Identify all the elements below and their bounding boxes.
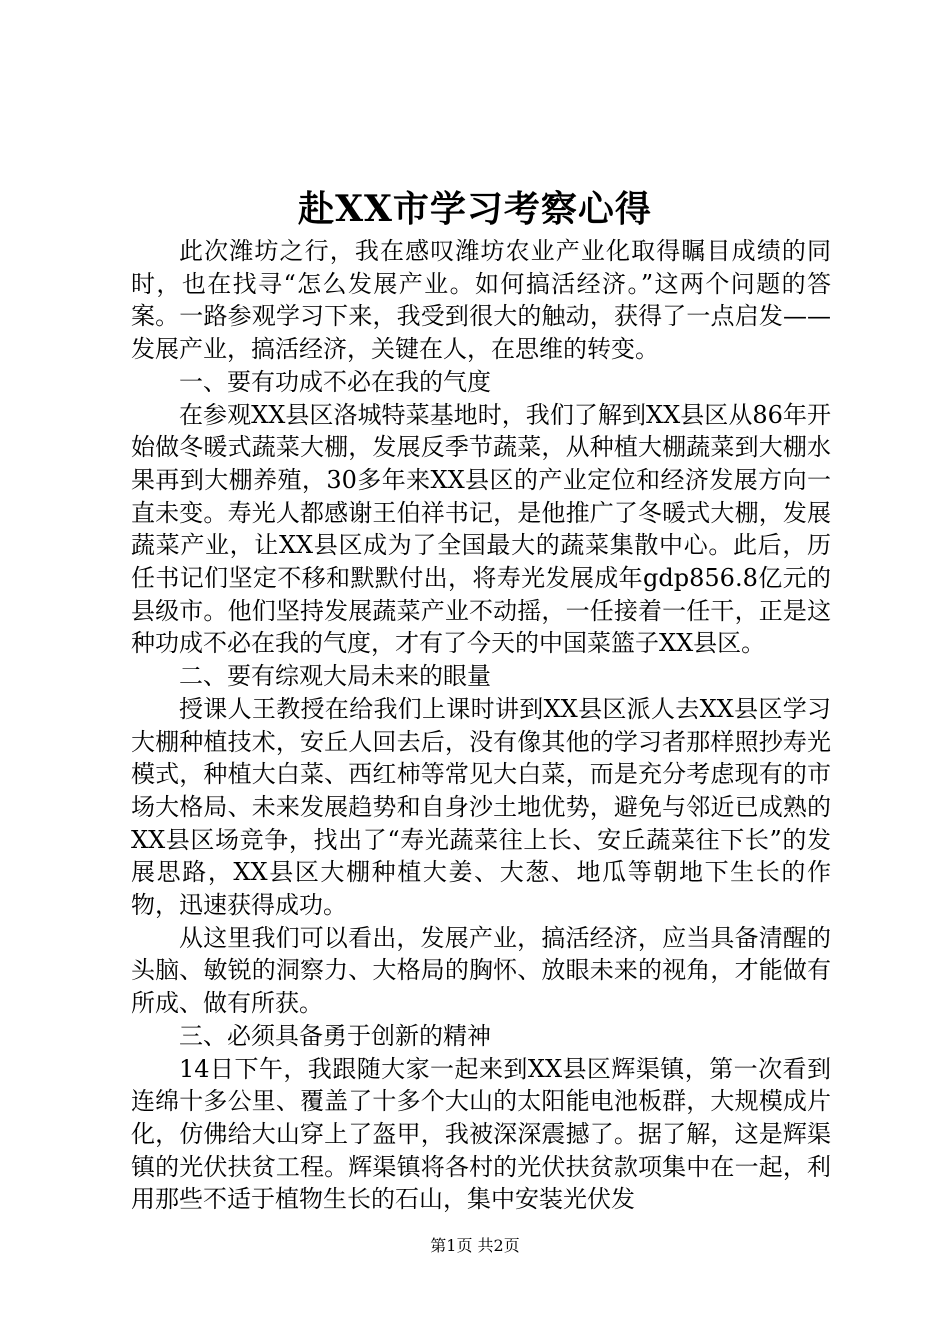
paragraph-section-2: 授课人王教授在给我们上课时讲到XX县区派人去XX县区学习大棚种植技术，安丘人回去后，没有像其他的学习者那样照抄寿光模式，种植大白菜、西红柿等常见大白菜，而是充分考虑现有的市场大格局、未来发展趋势和自身沙土地优势，避免与邻近已成熟的XX县区场竞争，找出了“寿光蔬菜往上长、安丘蔬菜往下长”的发展思路，XX县区大棚种植大姜、大葱、地瓜等朝地下生长的作物，迅速获得成功。 [131, 694, 831, 920]
section-heading-1: 一、要有功成不必在我的气度 [179, 367, 491, 396]
paragraph-section-2-summary: 从这里我们可以看出，发展产业，搞活经济，应当具备清醒的头脑、敏锐的洞察力、大格局的胸怀、放眼未来的视角，才能做有所成、做有所获。 [131, 923, 831, 1018]
document-body [131, 235, 831, 1216]
page-footer: 第1页 共2页 [430, 1236, 520, 1255]
section-heading-3: 三、必须具备勇于创新的精神 [179, 1021, 491, 1050]
section-heading-2: 二、要有综观大局未来的眼量 [179, 662, 491, 691]
paragraph-section-1: 在参观XX县区洛城特菜基地时，我们了解到XX县区从86年开始做冬暖式蔬菜大棚，发展反季节蔬菜，从种植大棚蔬菜到大棚水果再到大棚养殖，30多年来XX县区的产业定位和经济发展方向一直未变。寿光人都感谢王伯祥书记，是他推广了冬暖式大棚，发展蔬菜产业，让XX县区成为了全国最大的蔬菜集散中心。此后，历任书记们坚定不移和默默付出，将寿光发展成年gdp856.8亿元的县级市。他们坚持发展蔬菜产业不动摇，一任接着一任干，正是这种功成不必在我的气度，才有了今天的中国菜篮子XX县区。 [131, 400, 831, 658]
paragraph-section-3: 14日下午，我跟随大家一起来到XX县区辉渠镇，第一次看到连绵十多公里、覆盖了十多个大山的太阳能电池板群，大规模成片化，仿佛给大山穿上了盔甲，我被深深震撼了。据了解，这是辉渠镇的光伏扶贫工程。辉渠镇将各村的光伏扶贫款项集中在一起，利用那些不适于植物生长的石山，集中安装光伏发 [131, 1054, 831, 1214]
document-title: 赴XX市学习考察心得 [298, 188, 652, 230]
paragraph-intro: 此次潍坊之行，我在感叹潍坊农业产业化取得瞩目成绩的同时，也在找寻“怎么发展产业。如何搞活经济。”这两个问题的答案。一路参观学习下来，我受到很大的触动，获得了一点启发——发展产业，搞活经济，关键在人，在思维的转变。 [131, 237, 831, 364]
